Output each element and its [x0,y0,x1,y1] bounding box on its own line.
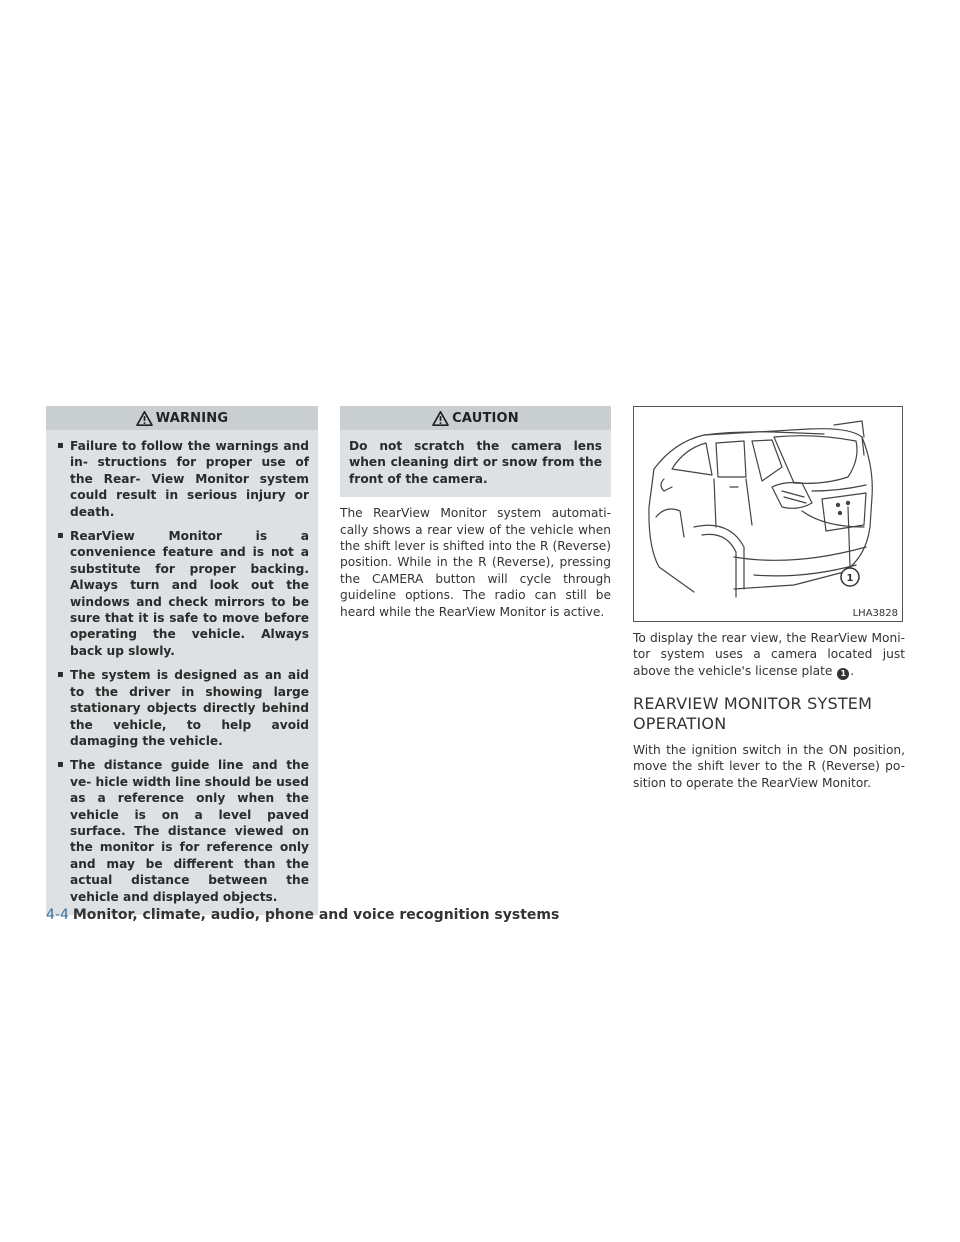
warning-heading: WARNING [155,410,229,426]
intro-paragraph: The RearView Monitor system automati- cally shows a rear view of the vehicle when the shift lever is shifted into the R (Reverse) position. While in the R (Reverse), pressing the CAMERA button will cycle through guideline options. The radio can still be heard while the RearView Monitor is active. [340,506,611,619]
page-footer [46,907,559,923]
section-paragraph: With the ignition switch in the ON position, move the shift lever to the R (Reverse) po- sition to operate the RearView Monitor. [633,743,905,790]
caution-header [340,406,611,430]
camera-paragraph-text: To display the rear view, the RearView Moni- tor system uses a camera located just above the vehicle's license plate [633,631,905,678]
caution-triangle-icon [432,411,449,426]
figure-callout-label: 1 [846,573,854,584]
figure-code: LHA3828 [852,608,898,619]
warning-item: ▪ Failure to follow the warnings and in- structions for proper use of the Rear- View Monitor system could result in serious injury or death. [55,438,309,520]
warning-triangle-icon [136,411,153,426]
camera-paragraph-end: . [850,663,855,678]
section-title [633,694,905,734]
caution-body: Do not scratch the camera lens when cleaning dirt or snow from the front of the camera. [340,430,611,497]
caution-column [340,406,611,620]
vehicle-rear-illustration [634,407,902,621]
warning-item: ▪ RearView Monitor is a convenience feature and is not a substitute for proper backing. Always turn and look out the windows and check mirrors to be sure that it is safe to move before operating the vehicle. Always back up slowly. [55,528,309,659]
caution-heading: CAUTION [452,410,519,426]
section-title-line2: OPERATION [633,714,727,734]
section-title-line1: REARVIEW MONITOR SYSTEM [633,694,873,714]
camera-paragraph [633,630,905,680]
warning-body [46,430,318,915]
warning-item: ▪ The distance guide line and the ve- hicle width line should be used as a reference only when the vehicle is on a level paved surface. The distance viewed on the monitor is for reference only and may be different than the actual distance between the vehicle and displayed objects. [55,757,309,905]
page-number: 4-4 [46,907,69,923]
warning-header [46,406,318,430]
callout-1-icon: 1 [837,668,849,680]
warning-item: ▪ The system is designed as an aid to the driver in showing large stationary objects directly behind the vehicle, to help avoid damaging the vehicle. [55,667,309,749]
figure-column [633,406,905,791]
warning-list [55,438,309,905]
chapter-title: Monitor, climate, audio, phone and voice recognition systems [72,907,560,923]
warning-box [46,406,318,915]
rear-camera-figure [633,406,903,622]
